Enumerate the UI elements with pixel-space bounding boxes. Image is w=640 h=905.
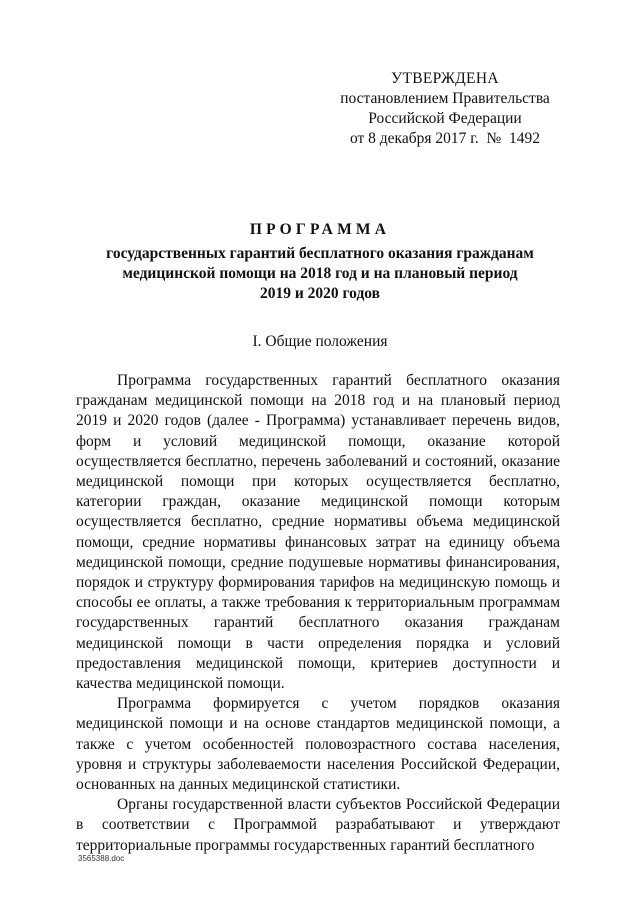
approval-line-decree: постановлением Правительства — [340, 90, 550, 107]
subtitle-line: государственных гарантий бесплатного оказания гражданам — [106, 245, 534, 262]
approval-line-date: от 8 декабря 2017 г. № 1492 — [349, 130, 541, 147]
approval-line-country: Российской Федерации — [368, 110, 522, 127]
section-heading: I. Общие положения — [252, 333, 388, 350]
document-subtitle — [80, 244, 560, 304]
subtitle-line: 2019 и 2020 годов — [259, 285, 381, 302]
subtitle-line: медицинской помощи на 2018 год и на плановый период — [122, 265, 518, 282]
document-body — [76, 371, 560, 856]
body-paragraph: Программа государственных гарантий бесплатного оказания гражданам медицинской помощи на 2018 год и на плановый период 2019 и 2020 годов (далее - Программа) устанавливает перечень видов, форм и условий медицинской помощи, оказание которой осуществляется бесплатно, перечень заболеваний и состояний, оказание медицинской помощи при которых осуществляется бесплатно, категории граждан, оказание медицинской помощи которым осуществляется бесплатно, средние нормативы объема медицинской помощи, средние нормативы финансовых затрат на единицу объема медицинской помощи, средние подушевые нормативы финансирования, порядок и структуру формирования тарифов на медицинскую помощь и способы ее оплаты, а также требования к территориальным программам государственных гарантий бесплатного оказания гражданам медицинской помощи в части определения порядка и условий предоставления медицинской помощи, критериев доступности и качества медицинской помощи. — [76, 372, 560, 693]
approval-block — [330, 69, 560, 149]
document-title: ПРОГРАММА — [249, 221, 391, 238]
body-paragraph: Программа формируется с учетом порядков оказания медицинской помощи и на основе стандартов медицинской помощи, а также с учетом особенностей половозрастного состава населения, уровня и структуры заболеваемости населения Российской Федерации, основанных на данных медицинской статистики. — [76, 695, 560, 794]
body-paragraph: Органы государственной власти субъектов Российской Федерации в соответствии с Программой разрабатывают и утверждают территориальные программы государственных гарантий бесплатного — [76, 796, 560, 854]
file-name-footer: 3565388.doc — [78, 854, 125, 863]
approval-stamp: УТВЕРЖДЕНА — [391, 70, 499, 87]
